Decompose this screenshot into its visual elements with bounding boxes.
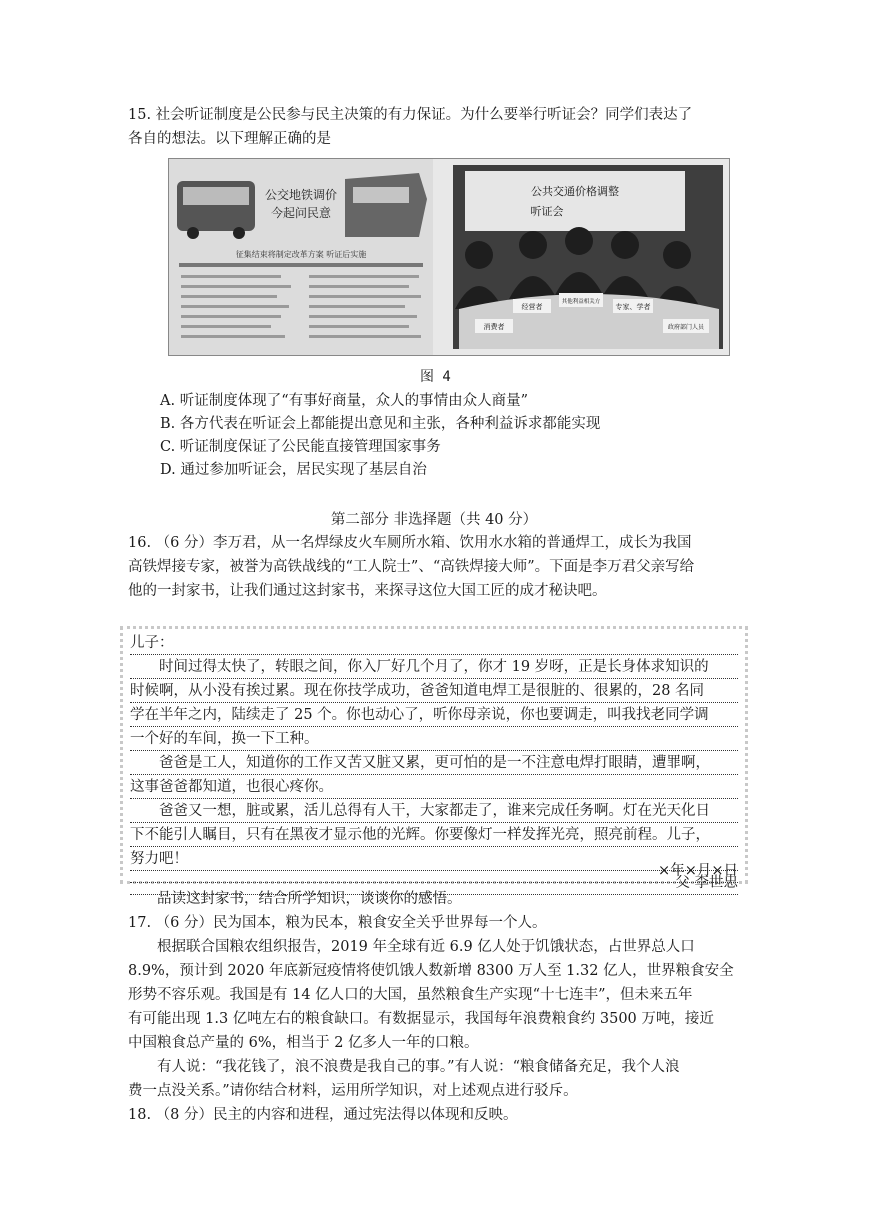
q15-stem-line2: 各自的想法。以下理解正确的是 [128,131,331,147]
left-subheadline: 征集结束将制定改革方案 听证后实施 [235,250,367,259]
letter-date: ×年×月×日 [130,859,738,883]
q16-line3: 他的一封家书，让我们通过这封家书，来探寻这位大国工匠的成才秘诀吧。 [128,583,607,599]
label-operator: 经营者 [521,303,543,311]
q15-figure [168,158,730,356]
letter-signature: 父 李世忠 [130,871,738,895]
q17-opinion-line: 有人说：“我花钱了，浪不浪费是我自己的事。”有人说：“粮食储备充足，我个人浪 [157,1059,680,1075]
q16-line2: 高铁焊接专家，被誉为高铁战线的“工人院士”、“高铁焊接大师”。下面是李万君父亲写给 [128,559,695,575]
label-stakeholder: 其他利益相关方 [561,299,601,305]
q18-line1: 18. （8 分）民主的内容和进程，通过宪法得以体现和反映。 [128,1107,518,1123]
letter-line: 时候啊，从小没有挨过累。现在你技学成功，爸爸知道电焊工是很脏的、很累的，28 名同 [130,679,738,703]
hearing-illustration [169,159,729,355]
letter-line: 时间过得太快了，转眼之间，你入厂好几个月了，你才 19 岁呀，正是长身体求知识的 [130,655,738,679]
letter-line: 一个好的车间，换一下工种。 [130,727,738,751]
q15-option-d: D. 通过参加听证会，居民实现了基层自治 [160,462,427,478]
label-government: 政府部门人员 [667,324,705,331]
left-headline-1: 公交地铁调价 [264,188,338,202]
q15-option-b: B. 各方代表在听证会上都能提出意见和主张，各种利益诉求都能实现 [160,416,601,432]
label-experts: 专家、学者 [615,303,651,311]
letter-line: 爸爸是工人，知道你的工作又苦又脏又累，更可怕的是一不注意电焊打眼睛，遭罪啊， [130,751,738,775]
q17-material-line: 根据联合国粮农组织报告，2019 年全球有近 6.9 亿人处于饥饿状态，占世界总人口 [157,939,695,955]
letter-line: 爸爸又一想，脏或累，活儿总得有人干，大家都走了，谁来完成任务啊。灯在光天化日 [130,799,738,823]
q16-line1: 16. （6 分）李万君，从一名焊绿皮火车厕所水箱、饮用水水箱的普通焊工，成长为我国 [128,535,692,551]
train-icon [345,173,427,237]
banner-line-1: 公共交通价格调整 [531,185,619,198]
q17-opinion-line: 费一点没关系。”请你结合材料，运用所学知识，对上述观点进行驳斥。 [128,1083,578,1099]
figure-caption: 图 4 [420,369,451,385]
q17-material-line: 中国粮食总产量的 6%，相当于 2 亿多人一年的口粮。 [128,1035,479,1051]
letter-line: 学在半年之内，陆续走了 25 个。你也动心了，听你母亲说，你也要调走，叫我找老同学调 [130,703,738,727]
q17-material-line: 形势不容乐观。我国是有 14 亿人口的大国，虽然粮食生产实现“十七连丰”，但未来五年 [128,987,693,1003]
q17-line1: 17. （6 分）民为国本，粮为民本，粮食安全关乎世界每一个人。 [128,915,547,931]
q15-option-a: A. 听证制度体现了“有事好商量，众人的事情由众人商量” [160,393,529,409]
family-letter-text [130,631,738,895]
letter-salutation: 儿子： [130,631,738,655]
q17-material-line: 8.9%，预计到 2020 年底新冠疫情将使饥饿人数新增 8300 万人至 1.32 亿人，世界粮食安全 [128,963,734,979]
banner-line-2: 听证会 [530,205,564,218]
bus-icon [177,181,255,239]
q17-material-line: 有可能出现 1.3 亿吨左右的粮食缺口。有数据显示，我国每年浪费粮食约 3500 万吨，接近 [128,1011,714,1027]
q16-prompt: 品读这封家书，结合所学知识，谈谈你的感悟。 [157,891,462,907]
label-consumer: 消费者 [483,323,505,331]
letter-line: 努力吧！ [130,847,738,871]
q15-option-c: C. 听证制度保证了公民能直接管理国家事务 [160,439,441,455]
part2-title: 第二部分 非选择题（共 40 分） [330,512,538,528]
left-headline-2: 今起问民意 [270,206,332,220]
q15-stem-line1: 15. 社会听证制度是公民参与民主决策的有力保证。为什么要举行听证会？同学们表达了 [128,107,693,123]
letter-line: 下不能引人瞩目，只有在黑夜才显示他的光辉。你要像灯一样发挥光亮，照亮前程。儿子， [130,823,738,847]
letter-line: 这事爸爸都知道，也很心疼你。 [130,775,738,799]
